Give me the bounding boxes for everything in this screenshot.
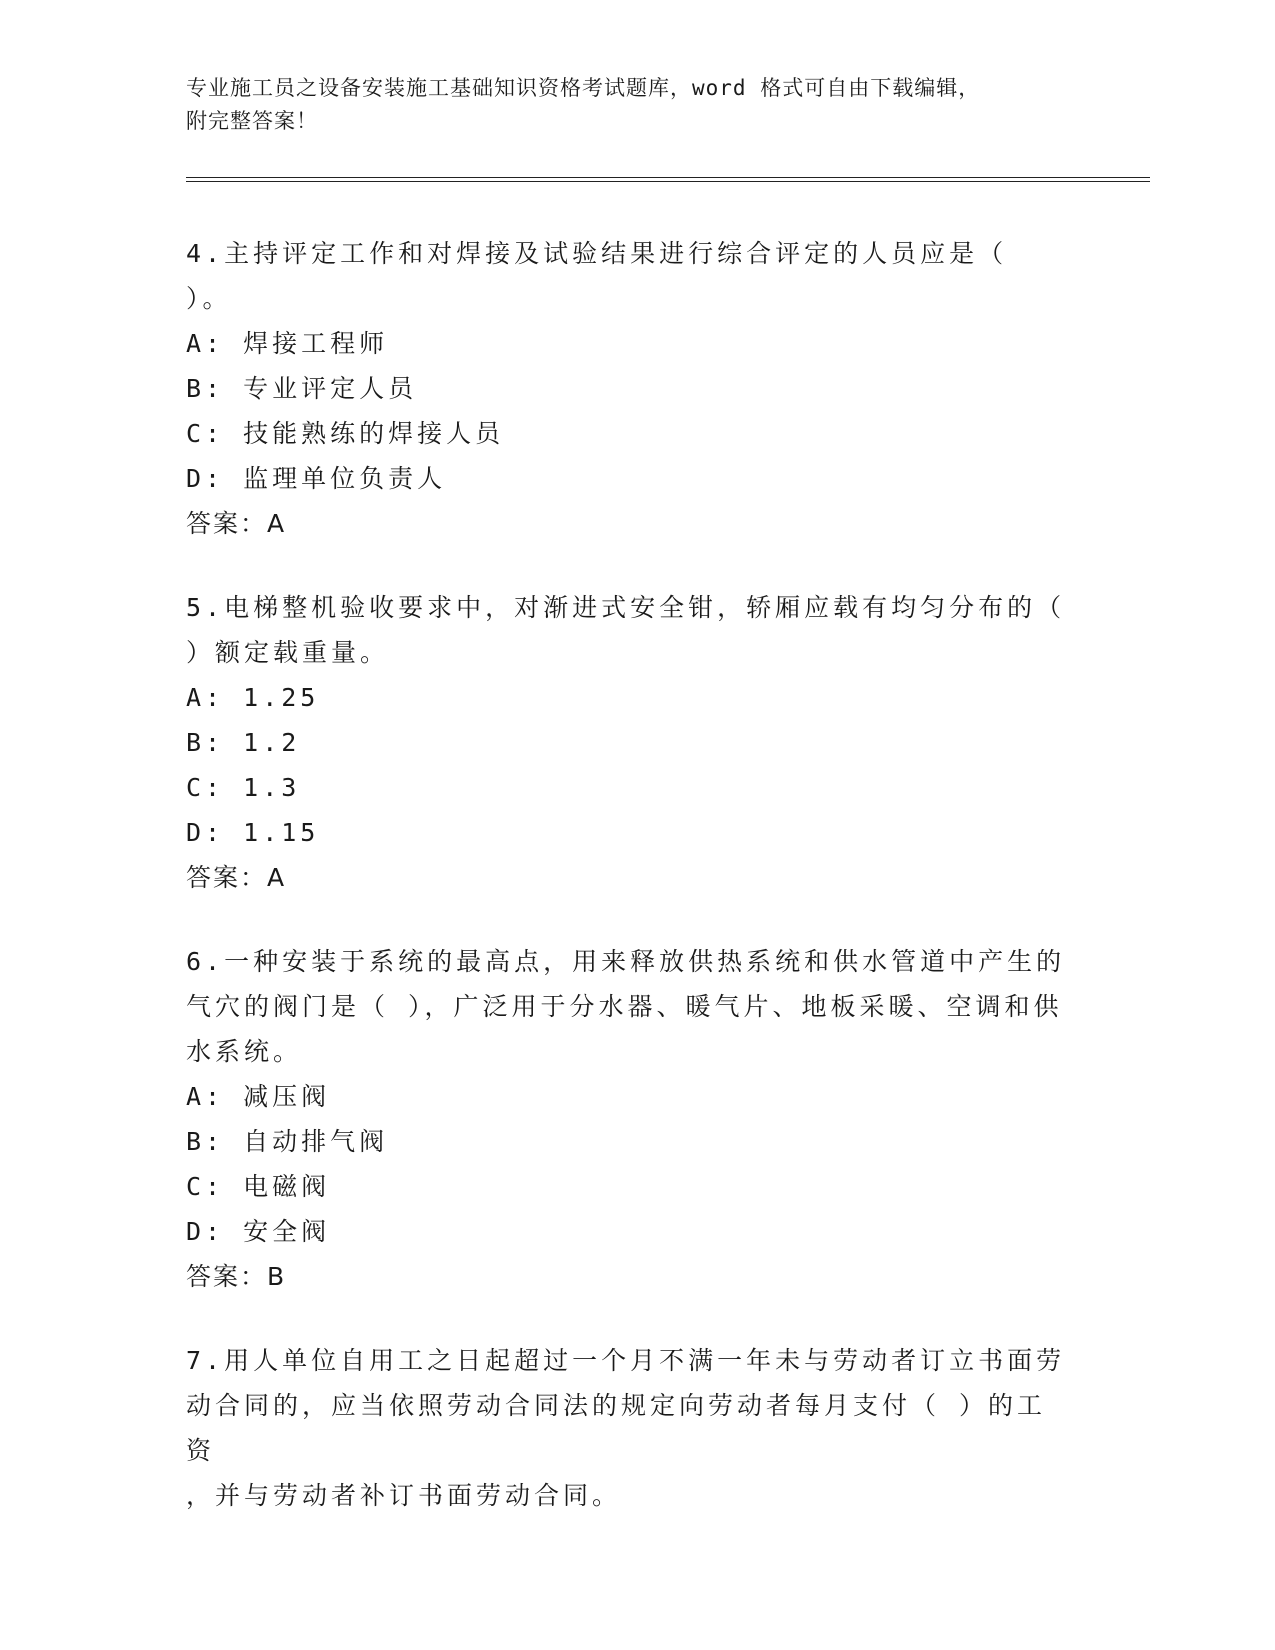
question-6-text-line-1: 6.一种安装于系统的最高点，用来释放供热系统和供水管道中产生的 [186, 947, 1066, 976]
question-4-option-a: A: 焊接工程师 [186, 329, 389, 358]
question-5-option-a: A: 1.25 [186, 683, 320, 712]
question-4-option-c: C: 技能熟练的焊接人员 [186, 419, 505, 448]
question-5-text-line-1: 5.电梯整机验收要求中，对渐进式安全钳，轿厢应载有均匀分布的（ [186, 593, 1066, 622]
question-5-option-c: C: 1.3 [186, 773, 301, 802]
header-line-1: 专业施工员之设备安装施工基础知识资格考试题库，word 格式可自由下载编辑， [186, 76, 981, 100]
question-6-text-line-2: 气穴的阀门是（ ），广泛用于分水器、暖气片、地板采暖、空调和供 [186, 992, 1063, 1021]
question-7-text-line-2: 动合同的，应当依照劳动合同法的规定向劳动者每月支付（ ）的工资 [186, 1391, 1047, 1465]
document-header [186, 72, 1086, 138]
question-7-text-line-3: ，并与劳动者补订书面劳动合同。 [186, 1481, 622, 1510]
question-7 [186, 1338, 1066, 1518]
question-6 [186, 939, 1066, 1299]
question-6-option-a: A: 减压阀 [186, 1082, 331, 1111]
question-5-answer: 答案：A [186, 863, 287, 892]
question-4-option-b: B: 专业评定人员 [186, 374, 418, 403]
question-list [186, 231, 1066, 1557]
question-5-option-d: D: 1.15 [186, 818, 320, 847]
question-6-option-c: C: 电磁阀 [186, 1172, 331, 1201]
question-4-text: 4.主持评定工作和对焊接及试验结果进行综合评定的人员应是（ ）。 [186, 239, 1008, 313]
question-6-option-b: B: 自动排气阀 [186, 1127, 389, 1156]
question-6-option-d: D: 安全阀 [186, 1217, 331, 1246]
question-6-answer: 答案：B [186, 1262, 287, 1291]
question-7-text-line-1: 7.用人单位自用工之日起超过一个月不满一年未与劳动者订立书面劳 [186, 1346, 1066, 1375]
header-divider [186, 177, 1150, 182]
header-line-2: 附完整答案！ [186, 109, 318, 133]
question-5-text-line-2: ）额定载重量。 [186, 638, 390, 667]
question-4-option-d: D: 监理单位负责人 [186, 464, 447, 493]
question-4 [186, 231, 1066, 546]
question-5-option-b: B: 1.2 [186, 728, 301, 757]
question-4-answer: 答案：A [186, 509, 287, 538]
question-6-text-line-3: 水系统。 [186, 1037, 303, 1066]
question-5 [186, 585, 1066, 900]
